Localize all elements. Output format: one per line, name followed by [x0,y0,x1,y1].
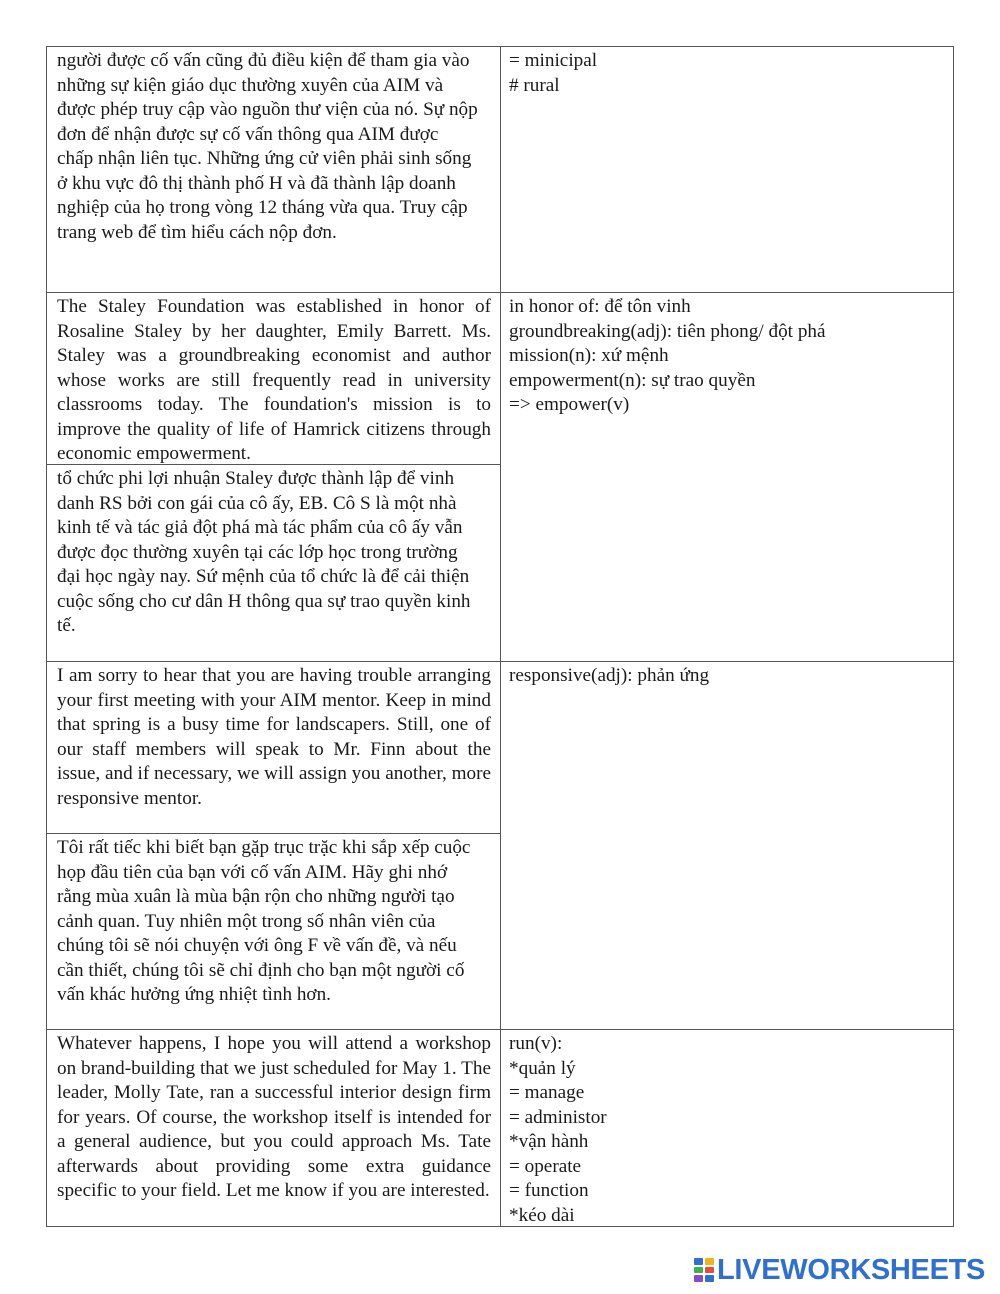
vocab-line: = function [509,1180,589,1201]
vietnamese-translation-cell [47,833,500,1008]
table-row [47,292,953,661]
vocab-line: in honor of: để tôn vinh [509,296,691,317]
vocab-line: = manage [509,1082,585,1103]
table-row [47,47,953,292]
table-row [47,661,953,1029]
passage-column [47,47,501,292]
table-row [47,1029,953,1226]
vocab-line: empowerment(n): sự trao quyền [509,369,756,391]
liveworksheets-logo-icon [694,1258,714,1282]
vocabulary-notes [501,662,953,1029]
vocab-line: responsive(adj): phản ứng [509,665,710,686]
logo-tile [694,1275,703,1282]
vocab-line: *vận hành [509,1131,589,1152]
passage-text: The Staley Foundation was established in honor of Rosaline Staley by her daughter, Emily Barrett. Ms. Staley was a groundbreaking economist and author whose works are still frequently read in university classrooms today. The foundation's mission is to improve the quality of life of Hamrick citizens through economic empowerment. [57,296,491,464]
vocab-line: = operate [509,1155,582,1177]
logo-tile [705,1258,714,1265]
vocab-line: groundbreaking(adj): tiên phong/ đột phá [509,320,826,342]
vietnamese-translation-cell [47,464,500,639]
logo-tile [705,1275,714,1282]
translation-text: tổ chức phi lợi nhuận Staley được thành lập để vinh danh RS bởi con gái của cô ấy, EB. Cô S là một nhà kinh tế và tác giả đột phá mà tác phẩm của cô ấy vẫn được đọc thường xuyên tại các lớp học trong trường đại học ngày nay. Sứ mệnh của tổ chức là để cải thiện cuộc sống cho cư dân H thông qua sự trao quyền kinh tế. [57,468,471,636]
english-passage-cell [47,1030,500,1204]
vietnamese-translation-cell [47,47,500,245]
vocab-line: *kéo dài [509,1204,575,1226]
vocab-line: *quản lý [509,1057,576,1079]
english-passage-cell [47,662,500,833]
passage-column [47,1030,501,1226]
logo-text: LIVEWORKSHEETS [717,1253,986,1286]
vocab-line: => empower(v) [509,394,630,415]
vocab-line: mission(n): xứ mệnh [509,345,669,366]
vocabulary-notes [501,1030,953,1226]
translation-text: Tôi rất tiếc khi biết bạn gặp trục trặc khi sắp xếp cuộc họp đầu tiên của bạn với cố vấn AIM. Hãy ghi nhớ rằng mùa xuân là mùa bận rộn cho những người tạo cảnh quan. Tuy nhiên một trong số nhân viên của chúng tôi sẽ nói chuyện với ông F về vấn đề, và nếu cần thiết, chúng tôi sẽ chỉ định cho bạn một người cố vấn khác hưởng ứng nhiệt tình hơn. [57,837,471,1005]
passage-column [47,662,501,1029]
vocab-line: run(v): [509,1033,563,1054]
vocab-line: = minicipal [509,50,598,71]
translation-text: người được cố vấn cũng đủ điều kiện để tham gia vào những sự kiện giáo dục thường xuyên của AIM và được phép truy cập vào nguồn thư viện của nó. Sự nộp đơn để nhận được sự cố vấn thông qua AIM được chấp nhận liên tục. Những ứng cử viên phải sinh sống ở khu vực đô thị thành phố H và đã thành lập doanh nghiệp của họ trong vòng 12 tháng vừa qua. Truy cập trang web để tìm hiểu cách nộp đơn. [57,50,478,243]
logo-tile [694,1267,703,1274]
vocabulary-notes [501,293,953,661]
liveworksheets-logo[interactable] [694,1255,985,1285]
english-passage-cell [47,293,500,464]
passage-text: I am sorry to hear that you are having trouble arranging your first meeting with your AIM mentor. Keep in mind that spring is a busy time for landscapers. Still, one of our staff members will speak to Mr. Finn about the issue, and if necessary, we will assign you another, more responsive mentor. [57,665,491,809]
logo-tile [694,1258,703,1265]
vocab-line: = administor [509,1106,607,1128]
vocabulary-notes [501,47,953,292]
vocab-line: # rural [509,74,560,96]
logo-tile [705,1267,714,1274]
worksheet-table [46,46,954,1227]
passage-column [47,293,501,661]
passage-text: Whatever happens, I hope you will attend a workshop on brand-building that we just scheduled for May 1. The leader, Molly Tate, ran a successful interior design firm for years. Of course, the workshop itself is intended for a general audience, but you could approach Ms. Tate afterwards about providing some extra guidance specific to your field. Let me know if you are interested. [57,1033,491,1201]
